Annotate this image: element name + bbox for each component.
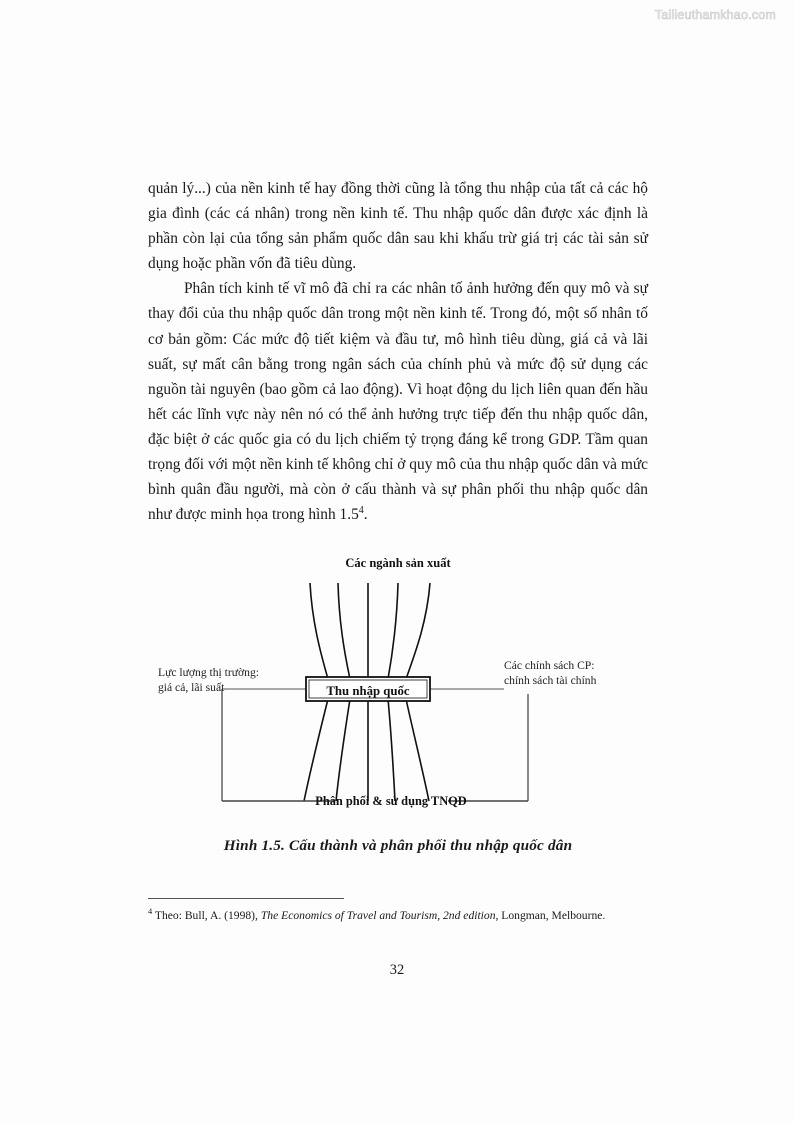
footnote-title-italic: The Economics of Travel and Tourism, 2nd edition	[260, 909, 496, 922]
footnote-text	[148, 908, 648, 925]
figure-1-5	[148, 551, 648, 854]
diagram-bottom-label: Phân phối & sử dụng TNQD	[315, 794, 467, 808]
footnote-reference-marker: 4	[358, 505, 364, 517]
flow-line-5-lower	[406, 699, 429, 801]
flow-line-1-upper	[310, 583, 328, 679]
flow-line-1-lower	[304, 699, 328, 801]
flow-line-4-upper	[388, 583, 398, 679]
paragraph-2	[148, 276, 648, 527]
flow-line-4-lower	[388, 699, 395, 801]
right-label: Các chính sách CP: chính sách tài chính	[504, 659, 597, 687]
diagram-top-label: Các ngành sản xuất	[345, 556, 451, 570]
footnote-separator-rule	[148, 898, 344, 899]
watermark-text: Tailieuthamkhao.com	[654, 8, 776, 22]
page-number: 32	[389, 962, 405, 978]
footnote-prefix: Theo: Bull, A. (1998),	[152, 909, 261, 922]
flow-line-2-upper	[338, 583, 350, 679]
center-box-label: Thu nhập quốc	[326, 684, 410, 698]
footnote-marker: 4	[148, 907, 153, 917]
paragraph-2-text: Phân tích kinh tế vĩ mô đã chỉ ra các nhân tố ảnh hưởng đến quy mô và sự thay đổi của thu nhập quốc dân trong một nền kinh tế. Trong đó, một số nhân tố cơ bản gồm: Các mức độ tiết kiệm và đầu tư, mô hình tiêu dùng, giá cả và lãi suất, sự mất cân bằng trong ngân sách của chính phủ và mức độ sử dụng các nguồn tài nguyên (bao gồm cả lao động). Vì hoạt động du lịch liên quan đến hầu hết các lĩnh vực này nên nó có thể ảnh hưởng trực tiếp đến thu nhập quốc dân, đặc biệt ở các quốc gia có du lịch chiếm tỷ trọng đáng kể trong GDP. Tầm quan trọng đối với một nền kinh tế không chỉ ở quy mô của thu nhập quốc dân và mức bình quân đầu người, mà còn ở cấu thành và sự phân phối thu nhập quốc dân như được minh họa trong hình 1.5	[148, 280, 648, 524]
paragraph-1: quản lý...) của nền kinh tế hay đồng thời cũng là tổng thu nhập của tất cả các hộ gia đình (các cá nhân) trong nền kinh tế. Thu nhập quốc dân được xác định là phần còn lại của tổng sản phẩm quốc dân sau khi khấu trừ giá trị các tài sản sử dụng hoặc phần vốn đã tiêu dùng.	[148, 180, 648, 273]
body-text-column	[148, 176, 648, 527]
left-label: Lực lượng thị trường: giá cả, lãi suất	[158, 666, 259, 694]
flow-line-2-lower	[336, 699, 350, 801]
figure-caption: Hình 1.5. Cấu thành và phân phối thu nhập quốc dân	[223, 837, 573, 854]
flow-line-5-upper	[406, 583, 430, 679]
footnote-block	[148, 898, 648, 925]
income-distribution-diagram	[148, 551, 648, 836]
footnote-suffix: , Longman, Melbourne.	[495, 909, 606, 922]
paragraph-2-tail: .	[363, 506, 368, 524]
